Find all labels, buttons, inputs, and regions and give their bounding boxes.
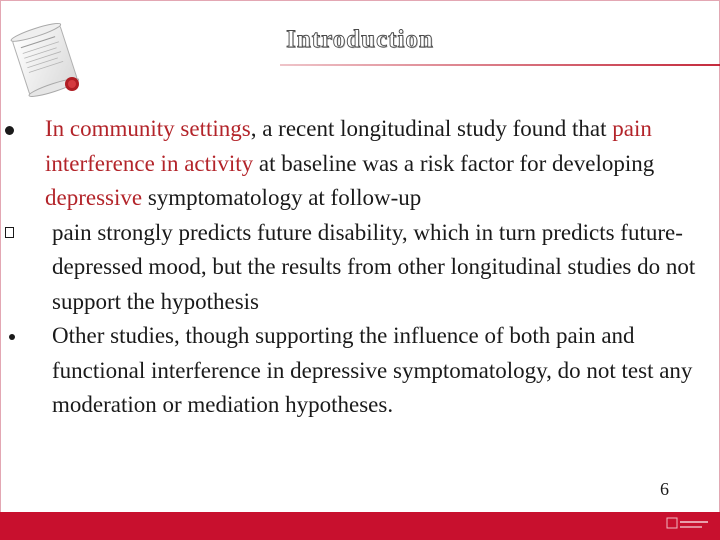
highlighted-phrase: pain interference in activity	[45, 116, 652, 176]
page-number: 6	[660, 479, 669, 499]
plain-phrase: at baseline was a risk factor for developing	[253, 150, 655, 176]
slide-title: Introduction	[286, 26, 434, 53]
bullet-item-2	[0, 216, 710, 320]
plain-phrase: symptomatology at follow-up	[142, 185, 422, 210]
bullet-item-1	[0, 112, 710, 216]
plain-phrase: , a recent longitudinal study found that	[250, 116, 613, 141]
filled-dot-bullet-icon	[5, 126, 14, 135]
hollow-square-bullet-icon	[5, 227, 14, 238]
highlighted-phrase: In community settings	[45, 116, 251, 141]
highlighted-phrase: depressive	[45, 185, 143, 210]
footer-bar	[0, 512, 720, 540]
bullet-item-3	[0, 319, 710, 423]
bullet-text: pain strongly predicts future disability, which in turn predicts future-depressed mood, but the results from other longitudinal studies do not support the hypothesis	[52, 219, 696, 314]
logo-mark-icon	[666, 515, 710, 533]
bullet-text: Other studies, though supporting the influence of both pain and functional interference in depressive symptomatology, do not test any moderation or mediation hypotheses.	[52, 323, 693, 417]
title-divider	[280, 64, 720, 66]
bullet-list	[0, 112, 710, 423]
small-dot-bullet-icon	[9, 334, 15, 340]
